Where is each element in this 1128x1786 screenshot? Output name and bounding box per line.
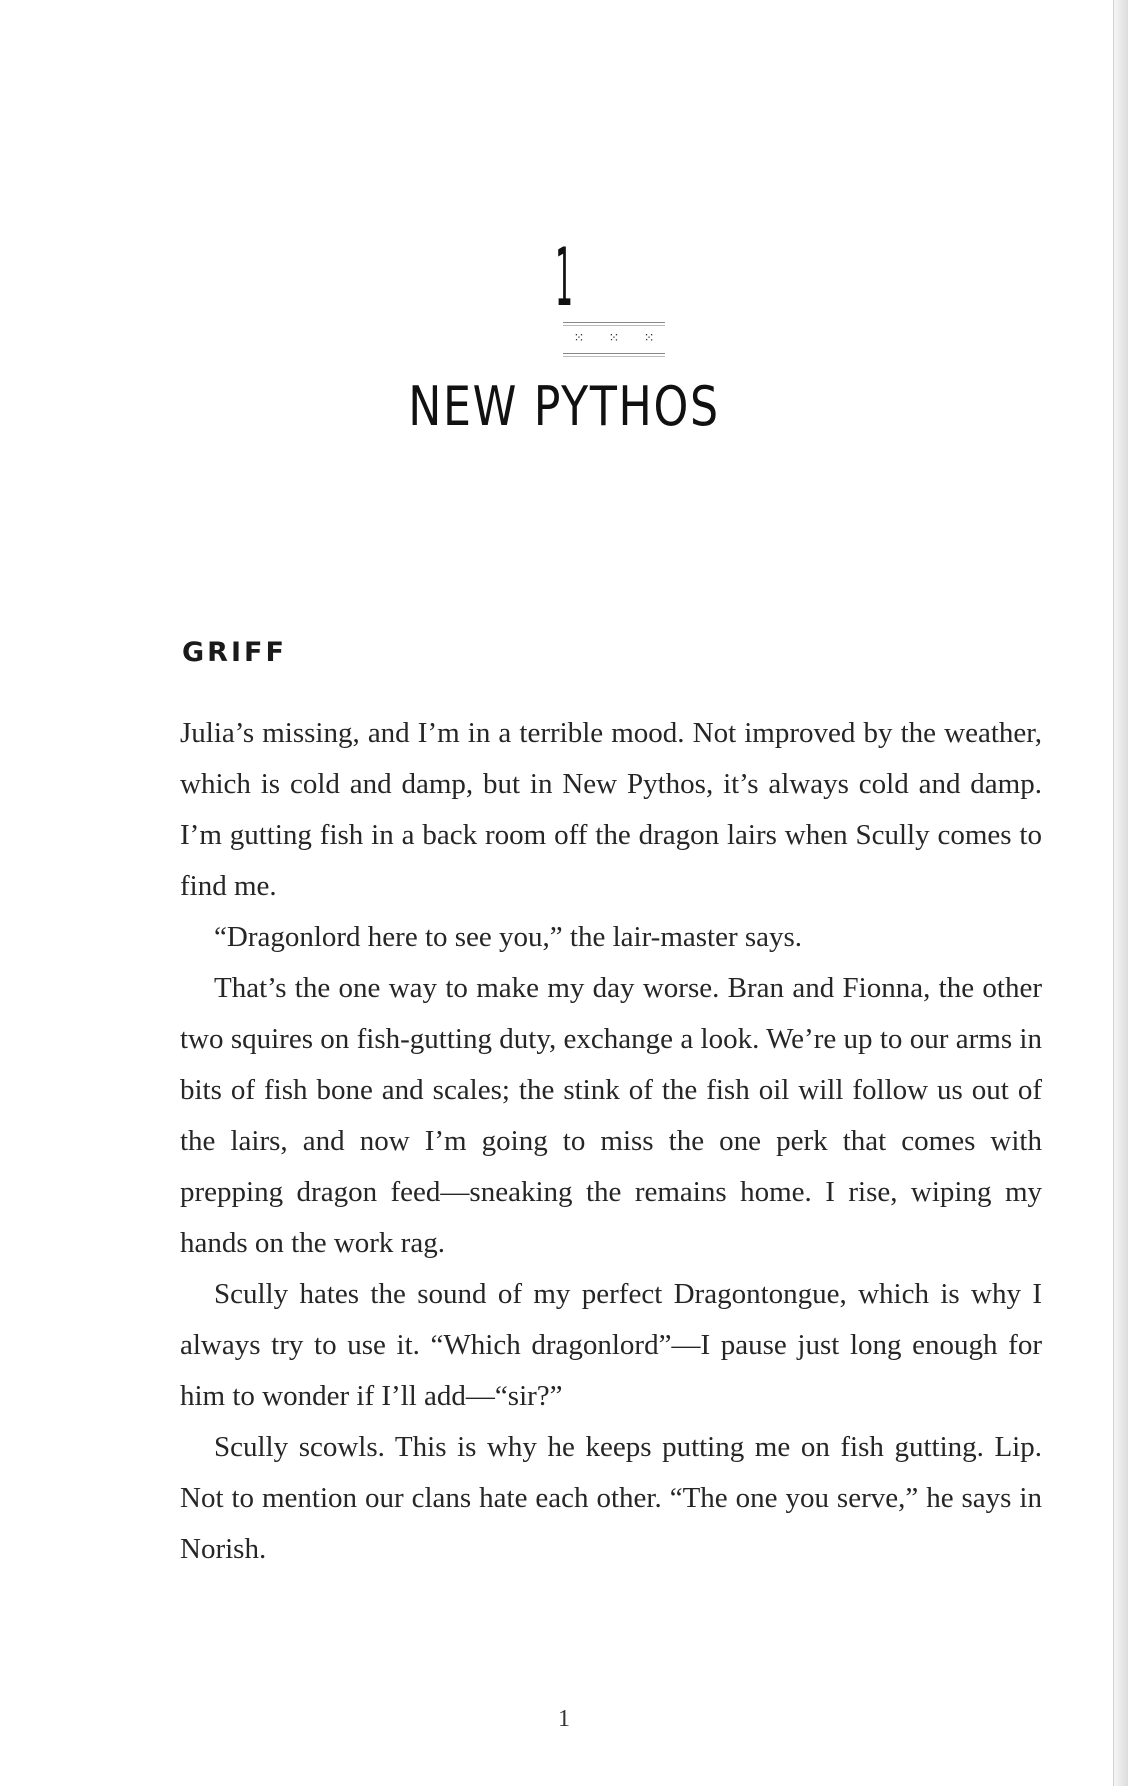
ornament-rule-top	[563, 322, 665, 323]
pov-heading: GRIFF	[182, 637, 287, 668]
body-text	[180, 708, 1042, 1575]
ornament-rule-bottom-inner	[563, 356, 665, 357]
paragraph: “Dragonlord here to see you,” the lair-master says.	[214, 921, 803, 953]
paragraph: Scully scowls. This is why he keeps putting me on fish gutting. Lip. Not to mention our clans hate each other. “The one you serve,” he says in Norish.	[180, 1431, 1042, 1565]
ornament-marks: ⁙ ⁙ ⁙	[573, 331, 665, 346]
page-number: 1	[558, 1706, 570, 1732]
paragraph: Scully hates the sound of my perfect Dragontongue, which is why I always try to use it. “Which dragonlord”—I pause just long enough for him to wonder if I’ll add—“sir?”	[180, 1278, 1042, 1412]
ornament-rule-top-inner	[563, 325, 665, 326]
paragraph: Julia’s missing, and I’m in a terrible mood. Not improved by the weather, which is cold and damp, but in New Pythos, it’s always cold and damp. I’m gutting fish in a back room off the dragon lairs when Scully comes to find me.	[180, 717, 1042, 902]
paragraph: That’s the one way to make my day worse. Bran and Fionna, the other two squires on fish-gutting duty, exchange a look. We’re up to our arms in bits of fish bone and scales; the stink of the fish oil will follow us out of the lairs, and now I’m going to miss the one perk that comes with prepping dragon feed—sneaking the remains home. I rise, wiping my hands on the work rag.	[180, 972, 1042, 1259]
ornament-rule-bottom	[563, 353, 665, 354]
chapter-title: NEW PYTHOS	[408, 375, 720, 438]
chapter-number: 1	[555, 231, 573, 324]
chapter-ornament	[563, 322, 665, 358]
page-edge	[1113, 0, 1128, 1786]
